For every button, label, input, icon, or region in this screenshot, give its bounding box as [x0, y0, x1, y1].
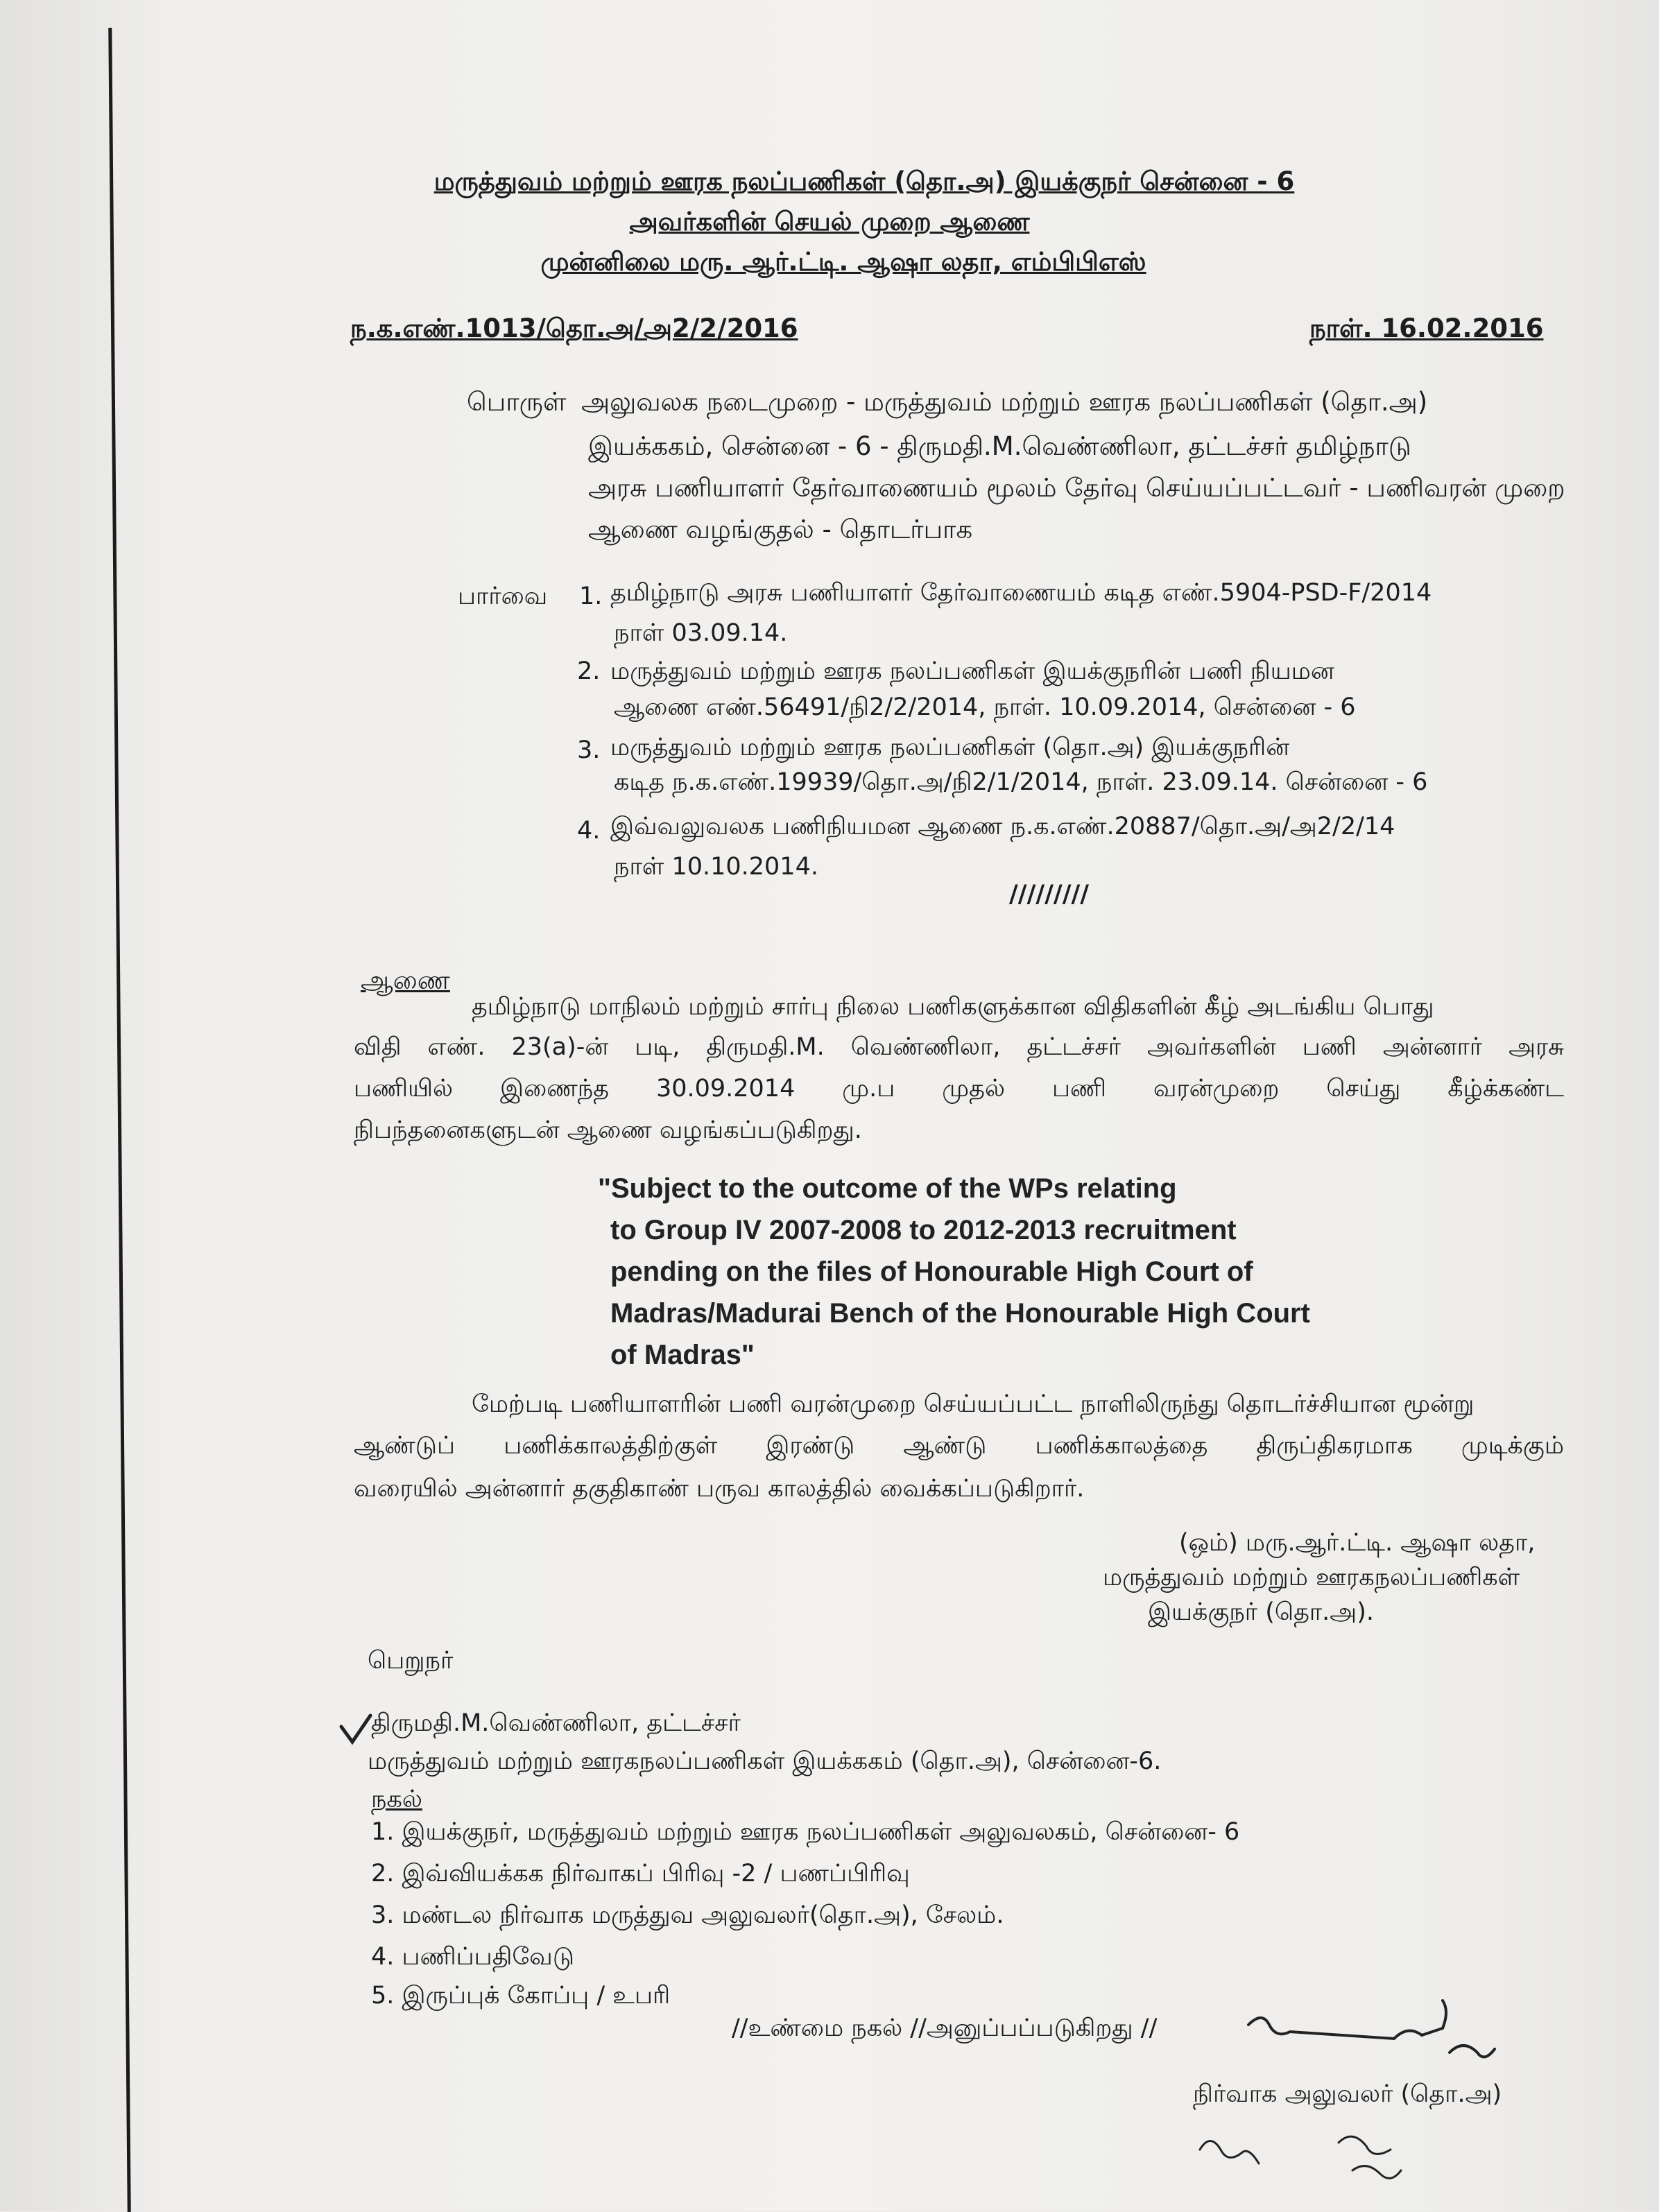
reference-separator: ///////// [1009, 881, 1090, 908]
order-heading: ஆணை [361, 965, 450, 995]
copy-label: நகல் [371, 1786, 422, 1813]
condition-line: "Subject to the outcome of the WPs relating [598, 1173, 1177, 1204]
reference-number: ந.க.எண்.1013/தொ.அ/அ2/2/2016 [350, 313, 798, 343]
condition-line: Madras/Madurai Bench of the Honourable High Court [610, 1298, 1310, 1329]
copy-item: 5. இருப்புக் கோப்பு / உபரி [371, 1982, 671, 2010]
page-edge-line [108, 28, 130, 2212]
order-date: நாள். 16.02.2016 [1309, 313, 1544, 343]
reference-number-label: 2. [577, 657, 601, 685]
copy-item: 1. இயக்குநர், மருத்துவம் மற்றும் ஊரக நலப்பணிகள் அலுவலகம், சென்னை- 6 [371, 1818, 1240, 1846]
header-line-3: முன்னிலை மரு. ஆர்.ட்டி. ஆஷா லதா, எம்பிபிஎஸ் [540, 247, 1146, 277]
order-paragraph-line: தமிழ்நாடு மாநிலம் மற்றும் சார்பு நிலை பணிகளுக்கான விதிகளின் கீழ் அடங்கிய பொது [472, 993, 1434, 1021]
copy-item: 3. மண்டல நிர்வாக மருத்துவ அலுவலர்(தொ.அ), சேலம். [371, 1901, 1004, 1929]
references-label: பார்வை [458, 582, 548, 610]
condition-line: pending on the files of Honourable High Court of [610, 1256, 1253, 1287]
subject-line: அரசு பணியாளர் தேர்வாணையம் மூலம் தேர்வு செய்யப்பட்டவர் - பணிவரன் முறை [588, 473, 1565, 503]
initials-graphic [1193, 2122, 1456, 2198]
header-line-1: மருத்துவம் மற்றும் ஊரக நலப்பணிகள் (தொ.அ) இயக்குநர் சென்னை - 6 [433, 166, 1295, 196]
order-paragraph-line: வரையில் அன்னார் தகுதிகாண் பருவ காலத்தில் வைக்கப்படுகிறார். [354, 1475, 1085, 1503]
subject-label: பொருள் [467, 387, 567, 417]
header-line-2: அவர்களின் செயல் முறை ஆணை [629, 207, 1030, 236]
reference-number-label: 3. [577, 736, 601, 764]
reference-line: தமிழ்நாடு அரசு பணியாளர் தேர்வாணையம் கடித எண்.5904-PSD-F/2014 [610, 579, 1432, 607]
reference-line: நாள் 10.10.2014. [614, 853, 818, 881]
recipient-label: பெறுநர் [368, 1647, 454, 1675]
reference-line: இவ்வலுவலக பணிநியமன ஆணை ந.க.எண்.20887/தொ.அ/அ2/2/14 [610, 813, 1395, 840]
order-paragraph-line: பணியில் இணைந்த 30.09.2014 மு.ப முதல் பணி வரன்முறை செய்து கீழ்க்கண்ட [354, 1075, 1564, 1103]
subject-line: இயக்ககம், சென்னை - 6 - திருமதி.M.வெண்ணிலா, தட்டச்சர் தமிழ்நாடு [588, 431, 1411, 461]
copy-item: 4. பணிப்பதிவேடு [371, 1943, 574, 1971]
order-paragraph-line: நிபந்தனைகளுடன் ஆணை வழங்கப்படுகிறது. [354, 1116, 862, 1144]
subject-line: ஆணை வழங்குதல் - தொடர்பாக [588, 515, 973, 544]
officer-designation: நிர்வாக அலுவலர் (தொ.அ) [1193, 2080, 1502, 2108]
copy-item: 2. இவ்வியக்கக நிர்வாகப் பிரிவு -2 / பணப்பிரிவு [371, 1860, 910, 1887]
condition-line: of Madras" [610, 1340, 755, 1370]
subject-line: அலுவலக நடைமுறை - மருத்துவம் மற்றும் ஊரக நலப்பணிகள் (தொ.அ) [581, 387, 1428, 417]
recipient-name: திருமதி.M.வெண்ணிலா, தட்டச்சர் [371, 1709, 741, 1737]
signatory-line: மருத்துவம் மற்றும் ஊரகநலப்பணிகள் [1103, 1564, 1520, 1591]
reference-number-label: 1. [579, 582, 603, 610]
signatory-line: இயக்குநர் (தொ.அ). [1148, 1598, 1374, 1626]
order-paragraph-line: மேற்படி பணியாளரின் பணி வரன்முறை செய்யப்பட்ட நாளிலிருந்து தொடர்ச்சியான மூன்று [472, 1390, 1475, 1418]
reference-line: கடித ந.க.எண்.19939/தொ.அ/நி2/1/2014, நாள். 23.09.14. சென்னை - 6 [614, 768, 1428, 796]
order-paragraph-line: ஆண்டுப் பணிக்காலத்திற்குள் இரண்டு ஆண்டு பணிக்காலத்தை திருப்திகரமாக முடிக்கும் [354, 1432, 1564, 1460]
reference-line: மருத்துவம் மற்றும் ஊரக நலப்பணிகள் (தொ.அ) இயக்குநரின் [610, 734, 1290, 761]
signatory-line: (ஒம்) மரு.ஆர்.ட்டி. ஆஷா லதா, [1179, 1529, 1536, 1557]
recipient-address: மருத்துவம் மற்றும் ஊரகநலப்பணிகள் இயக்ககம் (தொ.அ), சென்னை-6. [368, 1747, 1162, 1775]
reference-line: ஆணை எண்.56491/நி2/2/2014, நாள். 10.09.2014, சென்னை - 6 [614, 693, 1356, 721]
reference-line: மருத்துவம் மற்றும் ஊரக நலப்பணிகள் இயக்குநரின் பணி நியமன [610, 657, 1334, 685]
signature-graphic [1241, 1997, 1505, 2073]
reference-line: நாள் 03.09.14. [614, 619, 788, 647]
true-copy-note: //உண்மை நகல் //அனுப்பப்படுகிறது // [732, 2014, 1158, 2042]
order-paragraph-line: விதி எண். 23(a)-ன் படி, திருமதி.M. வெண்ணிலா, தட்டச்சர் அவர்களின் பணி அன்னார் அரசு [354, 1033, 1564, 1061]
condition-line: to Group IV 2007-2008 to 2012-2013 recruitment [610, 1215, 1237, 1245]
reference-number-label: 4. [577, 817, 601, 845]
check-mark-icon [338, 1713, 373, 1747]
